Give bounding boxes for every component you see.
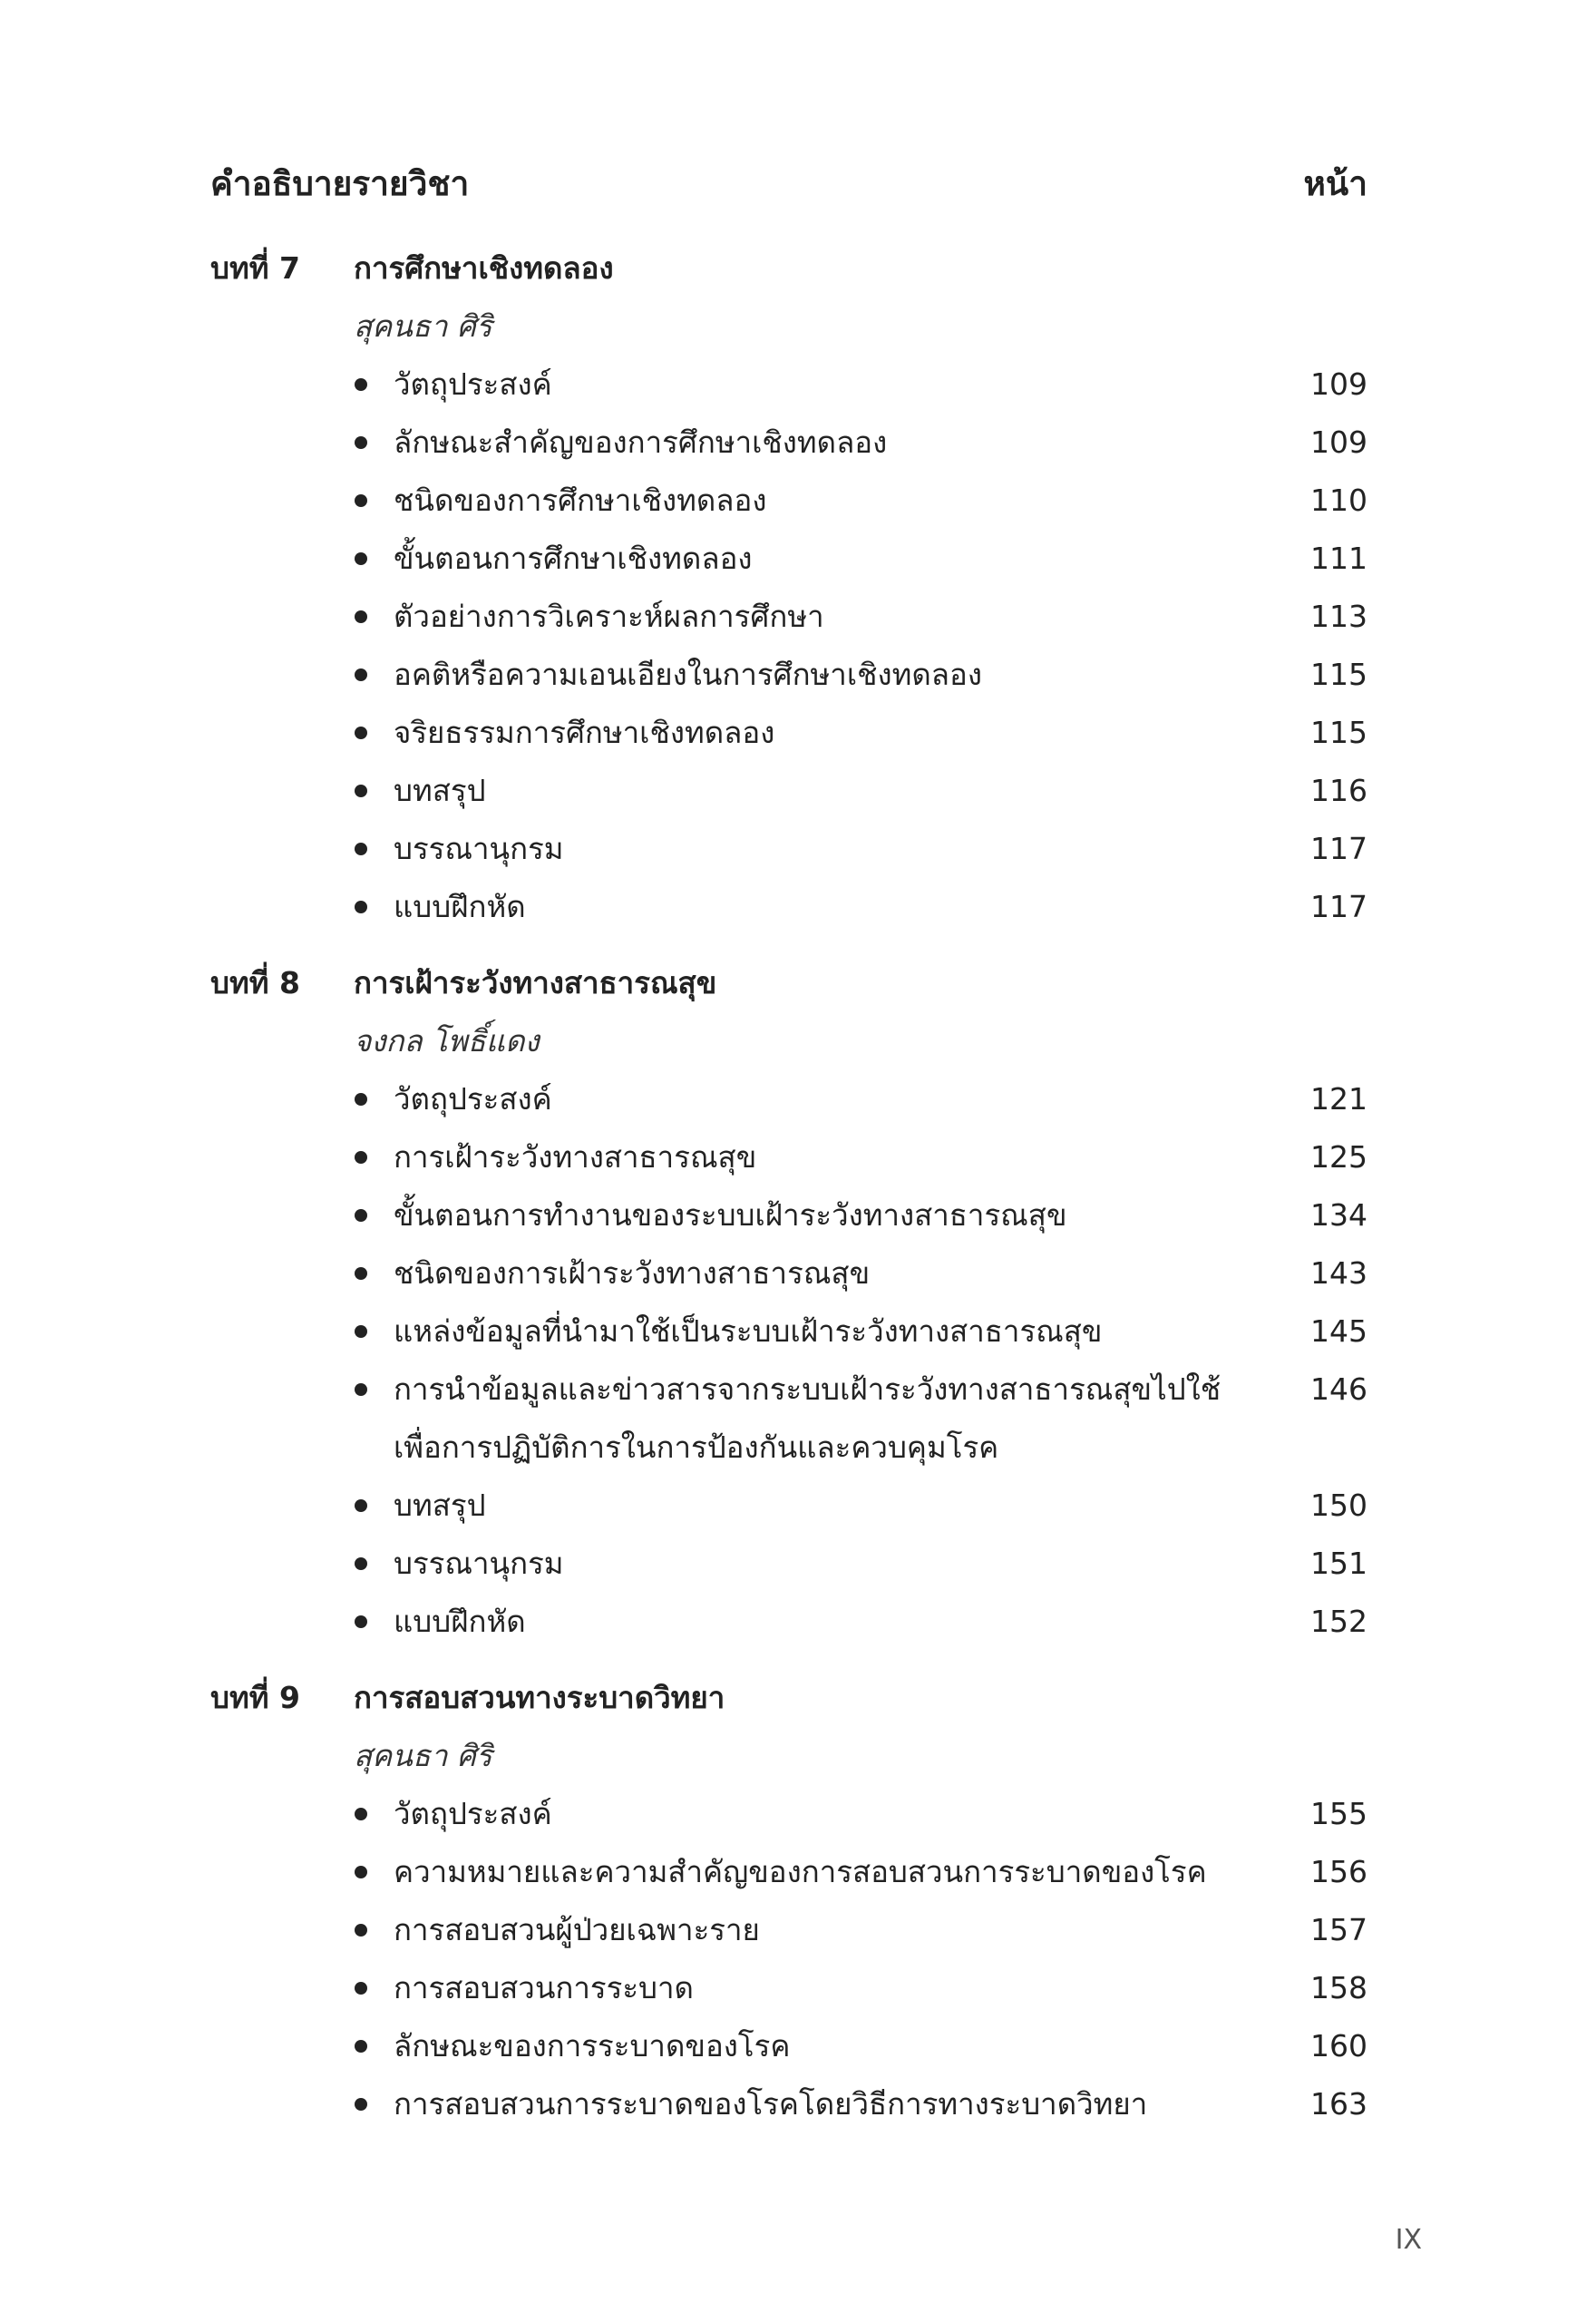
entry-page-number: 109 [1310, 366, 1367, 402]
chapter-title: การสอบสวนทางระบาดวิทยา [354, 1680, 725, 1715]
page-folio: IX [1395, 2224, 1422, 2256]
chapter-7 [210, 239, 1367, 936]
toc-entry[interactable] [210, 1477, 1367, 1535]
toc-title: คำอธิบายรายวิชา [210, 164, 470, 203]
chapter-title: การเฝ้าระวังทางสาธารณสุข [354, 965, 717, 1000]
bullet-icon [355, 901, 367, 913]
bullet-icon [355, 436, 367, 449]
entry-page-number: 163 [1310, 2086, 1367, 2122]
toc-entry[interactable] [210, 1535, 1367, 1593]
bullet-icon [355, 494, 367, 507]
toc-entry[interactable] [210, 1302, 1367, 1361]
entry-title: แหล่งข้อมูลที่นำมาใช้เป็นระบบเฝ้าระวังทางสาธารณสุข [394, 1313, 1103, 1349]
chapter-heading [210, 954, 1367, 1012]
bullet-icon [355, 1808, 367, 1820]
bullet-icon [355, 1866, 367, 1878]
entry-title: ลักษณะสำคัญของการศึกษาเชิงทดลอง [394, 424, 888, 460]
toc-header [210, 152, 1367, 216]
toc-entry[interactable] [210, 1593, 1367, 1651]
entry-title: การสอบสวนผู้ป่วยเฉพาะราย [394, 1912, 760, 1947]
entry-page-number: 117 [1310, 889, 1367, 924]
entry-title: ชนิดของการเฝ้าระวังทางสาธารณสุข [394, 1255, 871, 1291]
entry-title: บรรณานุกรม [394, 1546, 564, 1581]
entry-page-number: 110 [1310, 483, 1367, 518]
chapter-author: จงกล โพธิ์แดง [354, 1023, 540, 1059]
chapter-entries [210, 1070, 1367, 1651]
entry-page-number: 143 [1310, 1255, 1367, 1291]
chapter-heading [210, 1669, 1367, 1727]
bullet-icon [355, 1383, 367, 1396]
chapter-9 [210, 1669, 1367, 2133]
entry-page-number: 134 [1310, 1197, 1367, 1233]
entry-title: อคติหรือความเอนเอียงในการศึกษาเชิงทดลอง [394, 657, 982, 692]
bullet-icon [355, 668, 367, 681]
bullet-icon [355, 1325, 367, 1338]
bullet-icon [355, 1982, 367, 1995]
bullet-icon [355, 2098, 367, 2111]
chapter-author: สุคนธา ศิริ [354, 308, 492, 344]
chapter-label: บทที่ 8 [210, 965, 300, 1000]
entry-title: วัตถุประสงค์ [394, 366, 552, 402]
entry-title: การสอบสวนการระบาดของโรคโดยวิธีการทางระบาดวิทยา [394, 2086, 1148, 2122]
toc-entry[interactable] [210, 2017, 1367, 2075]
bullet-icon [355, 1615, 367, 1628]
bullet-icon [355, 727, 367, 739]
toc-entry[interactable] [210, 1959, 1367, 2017]
entry-page-number: 145 [1310, 1313, 1367, 1349]
toc-entry[interactable] [210, 1070, 1367, 1128]
bullet-icon [355, 1267, 367, 1280]
toc-entry[interactable] [210, 1901, 1367, 1959]
bullet-icon [355, 2040, 367, 2053]
entry-title: ความหมายและความสำคัญของการสอบสวนการระบาดของโรค [394, 1854, 1207, 1889]
entry-page-number: 157 [1310, 1912, 1367, 1947]
bullet-icon [355, 1499, 367, 1512]
toc-entry[interactable] [210, 646, 1367, 704]
toc-entry[interactable] [210, 414, 1367, 472]
toc-entry[interactable] [210, 762, 1367, 820]
entry-title: บรรณานุกรม [394, 831, 564, 866]
entry-title: ขั้นตอนการศึกษาเชิงทดลอง [394, 541, 753, 576]
entry-title: การสอบสวนการระบาด [394, 1970, 694, 2005]
entry-title: จริยธรรมการศึกษาเชิงทดลอง [394, 715, 775, 750]
toc-entry[interactable] [210, 1244, 1367, 1302]
entry-title: การเฝ้าระวังทางสาธารณสุข [394, 1139, 757, 1175]
toc-entry[interactable] [210, 1785, 1367, 1843]
entry-title: บทสรุป [394, 1488, 486, 1523]
chapter-8 [210, 954, 1367, 1651]
entry-title: แบบฝึกหัด [394, 1604, 526, 1639]
chapter-entries [210, 1785, 1367, 2133]
toc-entry[interactable] [210, 356, 1367, 414]
chapter-author: สุคนธา ศิริ [354, 1738, 492, 1773]
entry-title: การนำข้อมูลและข่าวสารจากระบบเฝ้าระวังทางสาธารณสุขไปใช้เพื่อการปฏิบัติการในการป้องกันและควบคุมโรค [394, 1371, 1221, 1465]
toc-entry[interactable] [210, 1128, 1367, 1186]
chapter-label: บทที่ 9 [210, 1680, 300, 1715]
bullet-icon [355, 1209, 367, 1222]
entry-title: แบบฝึกหัด [394, 889, 526, 924]
bullet-icon [355, 552, 367, 565]
bullet-icon [355, 1151, 367, 1164]
bullet-icon [355, 843, 367, 855]
bullet-icon [355, 1557, 367, 1570]
toc-entry[interactable] [210, 1186, 1367, 1244]
chapter-label: บทที่ 7 [210, 250, 300, 286]
entry-page-number: 116 [1310, 773, 1367, 808]
entry-page-number: 151 [1310, 1546, 1367, 1581]
entry-page-number: 160 [1310, 2028, 1367, 2063]
bullet-icon [355, 785, 367, 797]
chapter-heading [210, 239, 1367, 298]
entry-title: ลักษณะของการระบาดของโรค [394, 2028, 791, 2063]
entry-page-number: 121 [1310, 1081, 1367, 1117]
bullet-icon [355, 378, 367, 391]
toc-entry[interactable] [210, 704, 1367, 762]
entry-page-number: 158 [1310, 1970, 1367, 2005]
toc-entry[interactable] [210, 530, 1367, 588]
entry-page-number: 115 [1310, 657, 1367, 692]
toc-entry[interactable] [210, 588, 1367, 646]
entry-page-number: 146 [1310, 1371, 1367, 1407]
entry-title: ขั้นตอนการทำงานของระบบเฝ้าระวังทางสาธารณสุข [394, 1197, 1067, 1233]
toc-entry[interactable] [210, 2075, 1367, 2133]
chapter-title: การศึกษาเชิงทดลอง [354, 250, 614, 286]
entry-page-number: 156 [1310, 1854, 1367, 1889]
toc-entry[interactable] [210, 878, 1367, 936]
entry-page-number: 111 [1310, 541, 1367, 576]
entry-page-number: 113 [1310, 599, 1367, 634]
bullet-icon [355, 1093, 367, 1106]
toc-entry[interactable] [210, 1843, 1367, 1901]
entry-title: วัตถุประสงค์ [394, 1081, 552, 1117]
entry-page-number: 115 [1310, 715, 1367, 750]
entry-title: ตัวอย่างการวิเคราะห์ผลการศึกษา [394, 599, 824, 634]
bullet-icon [355, 1924, 367, 1937]
chapter-entries [210, 356, 1367, 936]
entry-title: บทสรุป [394, 773, 486, 808]
entry-page-number: 109 [1310, 424, 1367, 460]
toc-entry[interactable] [210, 472, 1367, 530]
entry-page-number: 155 [1310, 1796, 1367, 1831]
page-column-label: หน้า [1303, 164, 1367, 203]
toc-entry[interactable] [210, 1361, 1367, 1477]
entry-page-number: 117 [1310, 831, 1367, 866]
entry-page-number: 152 [1310, 1604, 1367, 1639]
bullet-icon [355, 610, 367, 623]
entry-page-number: 150 [1310, 1488, 1367, 1523]
toc-entry[interactable] [210, 820, 1367, 878]
entry-page-number: 125 [1310, 1139, 1367, 1175]
entry-title: วัตถุประสงค์ [394, 1796, 552, 1831]
entry-title: ชนิดของการศึกษาเชิงทดลอง [394, 483, 767, 518]
